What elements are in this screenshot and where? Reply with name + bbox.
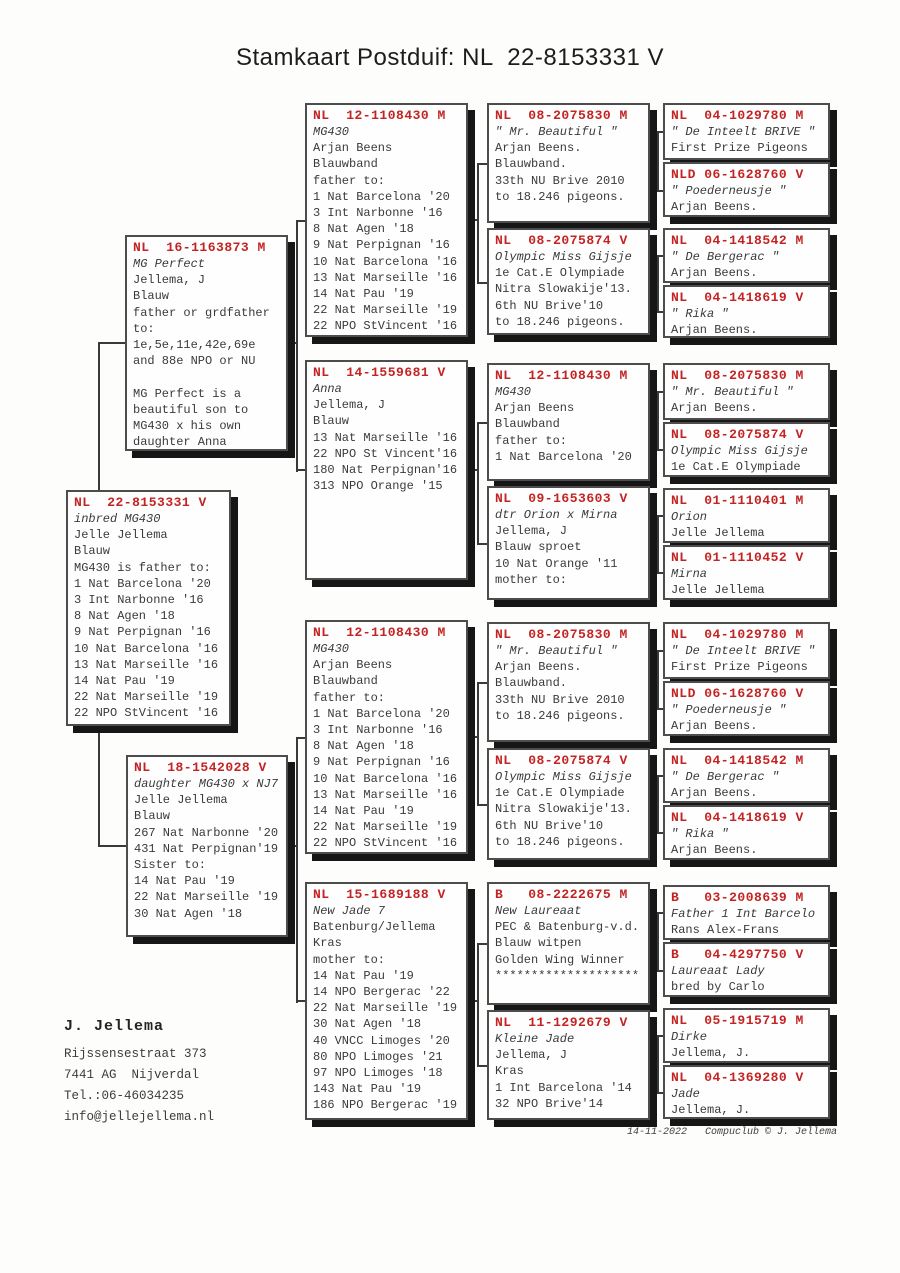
pigeon-name: Kleine Jade xyxy=(495,1032,575,1046)
detail-line: 9 Nat Perpignan '16 xyxy=(74,625,211,640)
detail-line: Arjan Beens. xyxy=(671,200,758,215)
detail-line: Blauw xyxy=(74,544,111,559)
detail-line: to 18.246 pigeons. xyxy=(495,708,625,723)
connector-line xyxy=(296,469,305,471)
connector-line xyxy=(477,1065,487,1067)
pigeon-name: " De Inteelt BRIVE " xyxy=(671,644,816,658)
detail-line: Arjan Beens. xyxy=(671,266,758,281)
detail-line: info@jellejellema.nl xyxy=(64,1110,215,1124)
ring-number: NL 08-2075830 M xyxy=(495,108,628,123)
detail-line: Arjan Beens. xyxy=(671,323,758,338)
detail-line: 8 Nat Agen '18 xyxy=(313,739,414,754)
connector-line xyxy=(657,1035,659,1094)
detail-line: 14 Nat Pau '19 xyxy=(313,968,414,983)
box-g3p-12 xyxy=(663,805,830,860)
detail-line: Blauw sproet xyxy=(495,540,582,555)
pigeon-details xyxy=(495,400,644,465)
detail-line: 97 NPO Limoges '18 xyxy=(313,1066,443,1081)
box-g3p-9 xyxy=(663,622,830,679)
detail-line: Blauwband. xyxy=(495,157,568,172)
pigeon-details xyxy=(313,140,462,334)
ring-number: NL 11-1292679 V xyxy=(495,1015,628,1030)
detail-line: Blauw xyxy=(133,289,170,304)
connector-line xyxy=(657,391,659,451)
box-gp-1 xyxy=(305,103,468,337)
connector-line xyxy=(477,282,487,284)
connector-line xyxy=(657,650,659,710)
pigeon-name: " Poederneusje " xyxy=(671,184,787,198)
ring-number: NL 04-1369280 V xyxy=(671,1070,804,1085)
detail-line: Jellema, J xyxy=(495,1048,568,1063)
pigeon-name: inbred MG430 xyxy=(74,512,161,526)
detail-line: 14 Nat Pau '19 xyxy=(74,674,175,689)
ring-number: NL 04-1418619 V xyxy=(671,810,804,825)
box-g3p-2 xyxy=(663,162,830,217)
connector-line xyxy=(477,943,487,945)
detail-line: 22 NPO StVincent '16 xyxy=(74,706,219,721)
box-g3p-6 xyxy=(663,422,830,477)
detail-line: 30 Nat Agen '18 xyxy=(134,906,243,921)
ring-number: B 04-4297750 V xyxy=(671,947,804,962)
print-footer: 14-11-2022 Compuclub © J. Jellema xyxy=(626,1127,837,1138)
detail-line: 9 Nat Perpignan '16 xyxy=(313,755,450,770)
pigeon-name: daughter MG430 x NJ7 xyxy=(134,777,279,791)
ring-number: NL 04-1418619 V xyxy=(671,290,804,305)
detail-line: 1 Nat Barcelona '20 xyxy=(313,189,450,204)
detail-line: Arjan Beens. xyxy=(495,141,582,156)
box-g3p-10 xyxy=(663,681,830,736)
pigeon-name: " Poederneusje " xyxy=(671,703,787,717)
ring-number: NLD 06-1628760 V xyxy=(671,167,804,182)
detail-line: Blauw xyxy=(134,809,171,824)
detail-line: 14 NPO Bergerac '22 xyxy=(313,985,450,1000)
detail-line: Blauwband xyxy=(313,674,378,689)
ring-number: NL 08-2075874 V xyxy=(495,233,628,248)
page-title: Stamkaart Postduif: NL 22-8153331 V xyxy=(235,44,664,71)
connector-line xyxy=(657,775,659,834)
connector-line xyxy=(98,342,125,344)
pigeon-name: Olympic Miss Gijsje xyxy=(495,250,632,264)
pigeon-details xyxy=(313,397,462,494)
detail-line: 1e Cat.E Olympiade xyxy=(495,266,625,281)
connector-line xyxy=(477,682,487,684)
box-g3p-16 xyxy=(663,1065,830,1119)
box-gp-3 xyxy=(305,620,468,854)
detail-line: Jellema, J. xyxy=(671,1103,751,1118)
detail-line: 143 Nat Pau '19 xyxy=(313,1082,422,1097)
connector-line xyxy=(650,681,657,683)
pigeon-details xyxy=(671,659,824,675)
detail-line: 7441 AG Nijverdal xyxy=(64,1068,200,1082)
ring-number: NL 22-8153331 V xyxy=(74,495,207,510)
detail-line: Arjan Beens xyxy=(495,401,575,416)
detail-line: 13 Nat Marseille '16 xyxy=(74,657,219,672)
pigeon-name: Olympic Miss Gijsje xyxy=(495,770,632,784)
connector-line xyxy=(657,912,659,972)
detail-line: Jellema, J xyxy=(133,273,206,288)
connector-line xyxy=(477,422,479,545)
detail-line: 3 Int Narbonne '16 xyxy=(313,206,443,221)
detail-line: and 88e NPO or NU xyxy=(133,354,256,369)
connector-line xyxy=(477,804,487,806)
detail-line: 14 Nat Pau '19 xyxy=(313,804,414,819)
pigeon-name: " Mr. Beautiful " xyxy=(495,125,618,139)
detail-line: Blauw xyxy=(313,414,350,429)
ring-number: NL 14-1559681 V xyxy=(313,365,446,380)
pigeon-name: New Laureaat xyxy=(495,904,582,918)
pigeon-details xyxy=(495,1047,644,1112)
box-sire xyxy=(125,235,288,451)
detail-line: Jellema, J xyxy=(495,524,568,539)
connector-line xyxy=(296,737,298,1003)
detail-line: Jelle Jellema xyxy=(671,583,765,598)
box-g3p-5 xyxy=(663,363,830,420)
detail-line: First Prize Pigeons xyxy=(671,141,808,156)
ring-number: NL 12-1108430 M xyxy=(313,108,446,123)
pigeon-details xyxy=(671,265,824,281)
detail-line: Arjan Beens xyxy=(313,658,393,673)
detail-line: father to: xyxy=(495,433,568,448)
connector-line xyxy=(477,163,487,165)
connector-line xyxy=(296,220,305,222)
pigeon-details xyxy=(671,322,824,338)
owner-block xyxy=(64,1018,214,1128)
connector-line xyxy=(468,1000,477,1002)
detail-line: 22 Nat Marseille '19 xyxy=(134,890,279,905)
detail-line: 14 Nat Pau '19 xyxy=(313,287,414,302)
box-g3p-7 xyxy=(663,488,830,543)
detail-line: 3 Int Narbonne '16 xyxy=(313,723,443,738)
pigeon-name: Father 1 Int Barcelo xyxy=(671,907,816,921)
ring-number: NL 12-1108430 M xyxy=(495,368,628,383)
detail-line: 33th NU Brive 2010 xyxy=(495,173,625,188)
pigeon-name: Dirke xyxy=(671,1030,708,1044)
pigeon-details xyxy=(671,922,824,938)
owner-name: J. Jellema xyxy=(64,1018,165,1035)
detail-line: 10 Nat Barcelona '16 xyxy=(313,771,458,786)
connector-line xyxy=(650,803,657,805)
detail-line: MG430 is father to: xyxy=(74,560,211,575)
detail-line: to 18.246 pigeons. xyxy=(495,314,625,329)
ring-number: NL 01-1110401 M xyxy=(671,493,804,508)
detail-line: 33th NU Brive 2010 xyxy=(495,692,625,707)
detail-line: Kras xyxy=(313,936,342,951)
connector-line xyxy=(650,942,657,944)
pigeon-name: MG430 xyxy=(313,642,350,656)
detail-line: beautiful son to xyxy=(133,402,249,417)
pigeon-name: Mirna xyxy=(671,567,708,581)
ring-number: NL 08-2075830 M xyxy=(671,368,804,383)
detail-line: 1e Cat.E Olympiade xyxy=(495,786,625,801)
pigeon-name: " De Bergerac " xyxy=(671,770,780,784)
detail-line: 22 Nat Marseille '19 xyxy=(313,820,458,835)
detail-line: Blauw witpen xyxy=(495,936,582,951)
detail-line: 80 NPO Limoges '21 xyxy=(313,1049,443,1064)
detail-line: 6th NU Brive'10 xyxy=(495,818,604,833)
detail-line: MG430 x his own xyxy=(133,419,242,434)
box-ggp-4 xyxy=(487,486,650,600)
box-g3p-13 xyxy=(663,885,830,940)
pigeon-details xyxy=(313,919,462,1113)
detail-line: Arjan Beens. xyxy=(671,401,758,416)
detail-line: Tel.:06-46034235 xyxy=(64,1089,185,1103)
detail-line: 267 Nat Narbonne '20 xyxy=(134,825,279,840)
detail-line: ******************** xyxy=(495,968,640,983)
pigeon-details xyxy=(671,400,824,416)
connector-line xyxy=(468,469,477,471)
connector-line xyxy=(296,1000,305,1002)
detail-line: Jelle Jellema xyxy=(671,526,765,541)
connector-line xyxy=(477,543,487,545)
box-g3p-14 xyxy=(663,942,830,997)
connector-line xyxy=(98,845,126,847)
pigeon-name: Olympic Miss Gijsje xyxy=(671,444,808,458)
detail-line: 10 Nat Barcelona '16 xyxy=(74,641,219,656)
detail-line: Nitra Slowakije'13. xyxy=(495,282,632,297)
detail-line: Rijssensestraat 373 xyxy=(64,1047,207,1061)
detail-line: bred by Carlo xyxy=(671,980,765,995)
detail-line: 3 Int Narbonne '16 xyxy=(74,593,204,608)
detail-line: 1 Nat Barcelona '20 xyxy=(495,449,632,464)
pigeon-name: " De Inteelt BRIVE " xyxy=(671,125,816,139)
box-gp-2 xyxy=(305,360,468,580)
ring-number: NL 08-2075874 V xyxy=(495,753,628,768)
box-g3p-15 xyxy=(663,1008,830,1063)
detail-line: First Prize Pigeons xyxy=(671,660,808,675)
detail-line: to: xyxy=(133,321,155,336)
box-g3p-8 xyxy=(663,545,830,600)
pigeon-details xyxy=(671,842,824,858)
detail-line: 22 Nat Marseille '19 xyxy=(74,690,219,705)
pigeon-name: Anna xyxy=(313,382,342,396)
pigeon-details xyxy=(133,272,282,450)
box-ggp-6 xyxy=(487,748,650,860)
box-ggp-8 xyxy=(487,1010,650,1120)
pigeon-details xyxy=(671,140,824,156)
detail-line: 8 Nat Agen '18 xyxy=(313,222,414,237)
ring-number: NL 01-1110452 V xyxy=(671,550,804,565)
detail-line: Jelle Jellema xyxy=(74,528,168,543)
ring-number: NL 04-1029780 M xyxy=(671,108,804,123)
detail-line: 22 NPO StVincent '16 xyxy=(313,319,458,334)
detail-line: 1 Nat Barcelona '20 xyxy=(74,576,211,591)
pigeon-name: " Mr. Beautiful " xyxy=(671,385,794,399)
detail-line: Golden Wing Winner xyxy=(495,952,625,967)
detail-line: Sister to: xyxy=(134,858,207,873)
detail-line: to 18.246 pigeons. xyxy=(495,189,625,204)
box-ggp-1 xyxy=(487,103,650,223)
detail-line: 32 NPO Brive'14 xyxy=(495,1096,604,1111)
ring-number: NL 18-1542028 V xyxy=(134,760,267,775)
detail-line: Jellema, J xyxy=(313,398,386,413)
box-g3p-1 xyxy=(663,103,830,160)
connector-line xyxy=(650,281,657,283)
connector-line xyxy=(288,845,296,847)
box-ggp-2 xyxy=(487,228,650,335)
box-ggp-7 xyxy=(487,882,650,1005)
detail-line: 6th NU Brive'10 xyxy=(495,298,604,313)
box-ggp-5 xyxy=(487,622,650,742)
pigeon-name: Laureaat Lady xyxy=(671,964,765,978)
detail-line: 13 Nat Marseille '16 xyxy=(313,270,458,285)
detail-line: 40 VNCC Limoges '20 xyxy=(313,1033,450,1048)
detail-line: mother to: xyxy=(313,952,386,967)
detail-line: father to: xyxy=(313,690,386,705)
connector-line xyxy=(288,342,296,344)
detail-line: Arjan Beens. xyxy=(495,660,582,675)
detail-line: PEC & Batenburg-v.d. xyxy=(495,920,640,935)
ring-number: B 08-2222675 M xyxy=(495,887,628,902)
detail-line: 10 Nat Barcelona '16 xyxy=(313,254,458,269)
box-ggp-3 xyxy=(487,363,650,481)
ring-number: NL 04-1029780 M xyxy=(671,627,804,642)
connector-line xyxy=(650,421,657,423)
ring-number: B 03-2008639 M xyxy=(671,890,804,905)
detail-line: 22 NPO StVincent '16 xyxy=(313,836,458,851)
box-g3p-3 xyxy=(663,228,830,283)
pigeon-details xyxy=(495,919,644,984)
pigeon-name: MG430 xyxy=(313,125,350,139)
ring-number: NL 05-1915719 M xyxy=(671,1013,804,1028)
detail-line: 30 Nat Agen '18 xyxy=(313,1017,422,1032)
pigeon-details xyxy=(671,1045,824,1061)
pigeon-details xyxy=(671,459,824,475)
detail-line: Arjan Beens. xyxy=(671,786,758,801)
pigeon-name: " Rika " xyxy=(671,307,729,321)
box-gp-4 xyxy=(305,882,468,1120)
detail-line: Arjan Beens xyxy=(313,141,393,156)
pigeon-details xyxy=(671,582,824,598)
owner-address xyxy=(64,1044,214,1128)
connector-line xyxy=(477,682,479,806)
detail-line: 1e Cat.E Olympiade xyxy=(671,460,801,475)
pigeon-details xyxy=(313,657,462,851)
ring-number: NL 04-1418542 M xyxy=(671,753,804,768)
detail-line: 1e,5e,11e,42e,69e xyxy=(133,338,256,353)
ring-number: NL 04-1418542 M xyxy=(671,233,804,248)
detail-line: Arjan Beens. xyxy=(671,719,758,734)
detail-line: father or grdfather xyxy=(133,305,270,320)
pigeon-name: New Jade 7 xyxy=(313,904,386,918)
connector-line xyxy=(296,737,305,739)
connector-line xyxy=(657,131,659,192)
detail-line: 13 Nat Marseille '16 xyxy=(313,787,458,802)
box-g3p-11 xyxy=(663,748,830,803)
detail-line: Nitra Slowakije'13. xyxy=(495,802,632,817)
detail-line: Batenburg/Jellema xyxy=(313,920,436,935)
detail-line: 8 Nat Agen '18 xyxy=(74,609,175,624)
pigeon-details xyxy=(671,1102,824,1118)
pigeon-details xyxy=(495,659,644,724)
ring-number: NL 09-1653603 V xyxy=(495,491,628,506)
connector-line xyxy=(650,1064,657,1066)
detail-line: to 18.246 pigeons. xyxy=(495,834,625,849)
detail-line: Arjan Beens. xyxy=(671,843,758,858)
pigeon-details xyxy=(495,140,644,205)
detail-line: 10 Nat Orange '11 xyxy=(495,556,618,571)
detail-line: Jellema, J. xyxy=(671,1046,751,1061)
detail-line: 22 NPO St Vincent'16 xyxy=(313,446,458,461)
connector-line xyxy=(657,255,659,313)
pigeon-details xyxy=(134,792,282,922)
pigeon-name: " Rika " xyxy=(671,827,729,841)
connector-line xyxy=(650,542,657,544)
ring-number: NL 12-1108430 M xyxy=(313,625,446,640)
pigeon-name: MG Perfect xyxy=(133,257,206,271)
connector-line xyxy=(468,219,477,221)
pigeon-details xyxy=(74,527,225,721)
detail-line: 186 NPO Bergerac '19 xyxy=(313,1098,458,1113)
detail-line: Blauwband xyxy=(495,417,560,432)
pigeon-details xyxy=(495,265,644,330)
detail-line xyxy=(133,369,282,385)
detail-line: daughter Anna xyxy=(133,435,227,450)
pigeon-details xyxy=(671,199,824,215)
box-dam xyxy=(126,755,288,937)
detail-line: 22 Nat Marseille '19 xyxy=(313,1001,458,1016)
connector-line xyxy=(477,422,487,424)
detail-line: Jelle Jellema xyxy=(134,793,228,808)
pigeon-details xyxy=(495,523,644,588)
connector-line xyxy=(477,943,479,1067)
detail-line: 313 NPO Orange '15 xyxy=(313,479,443,494)
detail-line: 13 Nat Marseille '16 xyxy=(313,430,458,445)
detail-line: 180 Nat Perpignan'16 xyxy=(313,463,458,478)
box-subject xyxy=(66,490,231,726)
pigeon-details xyxy=(495,785,644,850)
detail-line: Blauwband xyxy=(313,157,378,172)
pigeon-name: " Mr. Beautiful " xyxy=(495,644,618,658)
pigeon-details xyxy=(671,525,824,541)
detail-line: 1 Nat Barcelona '20 xyxy=(313,706,450,721)
detail-line: Blauwband. xyxy=(495,676,568,691)
connector-line xyxy=(477,163,479,284)
pigeon-name: " De Bergerac " xyxy=(671,250,780,264)
connector-line xyxy=(296,220,298,472)
pigeon-name: dtr Orion x Mirna xyxy=(495,508,618,522)
detail-line: 1 Int Barcelona '14 xyxy=(495,1080,632,1095)
pigeon-details xyxy=(671,718,824,734)
ring-number: NL 08-2075874 V xyxy=(671,427,804,442)
pigeon-name: Jade xyxy=(671,1087,700,1101)
ring-number: NL 15-1689188 V xyxy=(313,887,446,902)
detail-line: 14 Nat Pau '19 xyxy=(134,874,235,889)
detail-line: father to: xyxy=(313,173,386,188)
detail-line: MG Perfect is a xyxy=(133,386,242,401)
detail-line: 22 Nat Marseille '19 xyxy=(313,303,458,318)
box-g3p-4 xyxy=(663,285,830,338)
detail-line: Rans Alex-Frans xyxy=(671,923,780,938)
pigeon-name: MG430 xyxy=(495,385,532,399)
pigeon-name: Orion xyxy=(671,510,708,524)
detail-line: Kras xyxy=(495,1064,524,1079)
connector-line xyxy=(468,736,477,738)
connector-line xyxy=(650,162,657,164)
detail-line: mother to: xyxy=(495,572,568,587)
ring-number: NL 16-1163873 M xyxy=(133,240,266,255)
ring-number: NL 08-2075830 M xyxy=(495,627,628,642)
detail-line: 431 Nat Perpignan'19 xyxy=(134,841,279,856)
ring-number: NLD 06-1628760 V xyxy=(671,686,804,701)
detail-line: 9 Nat Perpignan '16 xyxy=(313,238,450,253)
pigeon-details xyxy=(671,785,824,801)
pigeon-details xyxy=(671,979,824,995)
connector-line xyxy=(657,515,659,574)
